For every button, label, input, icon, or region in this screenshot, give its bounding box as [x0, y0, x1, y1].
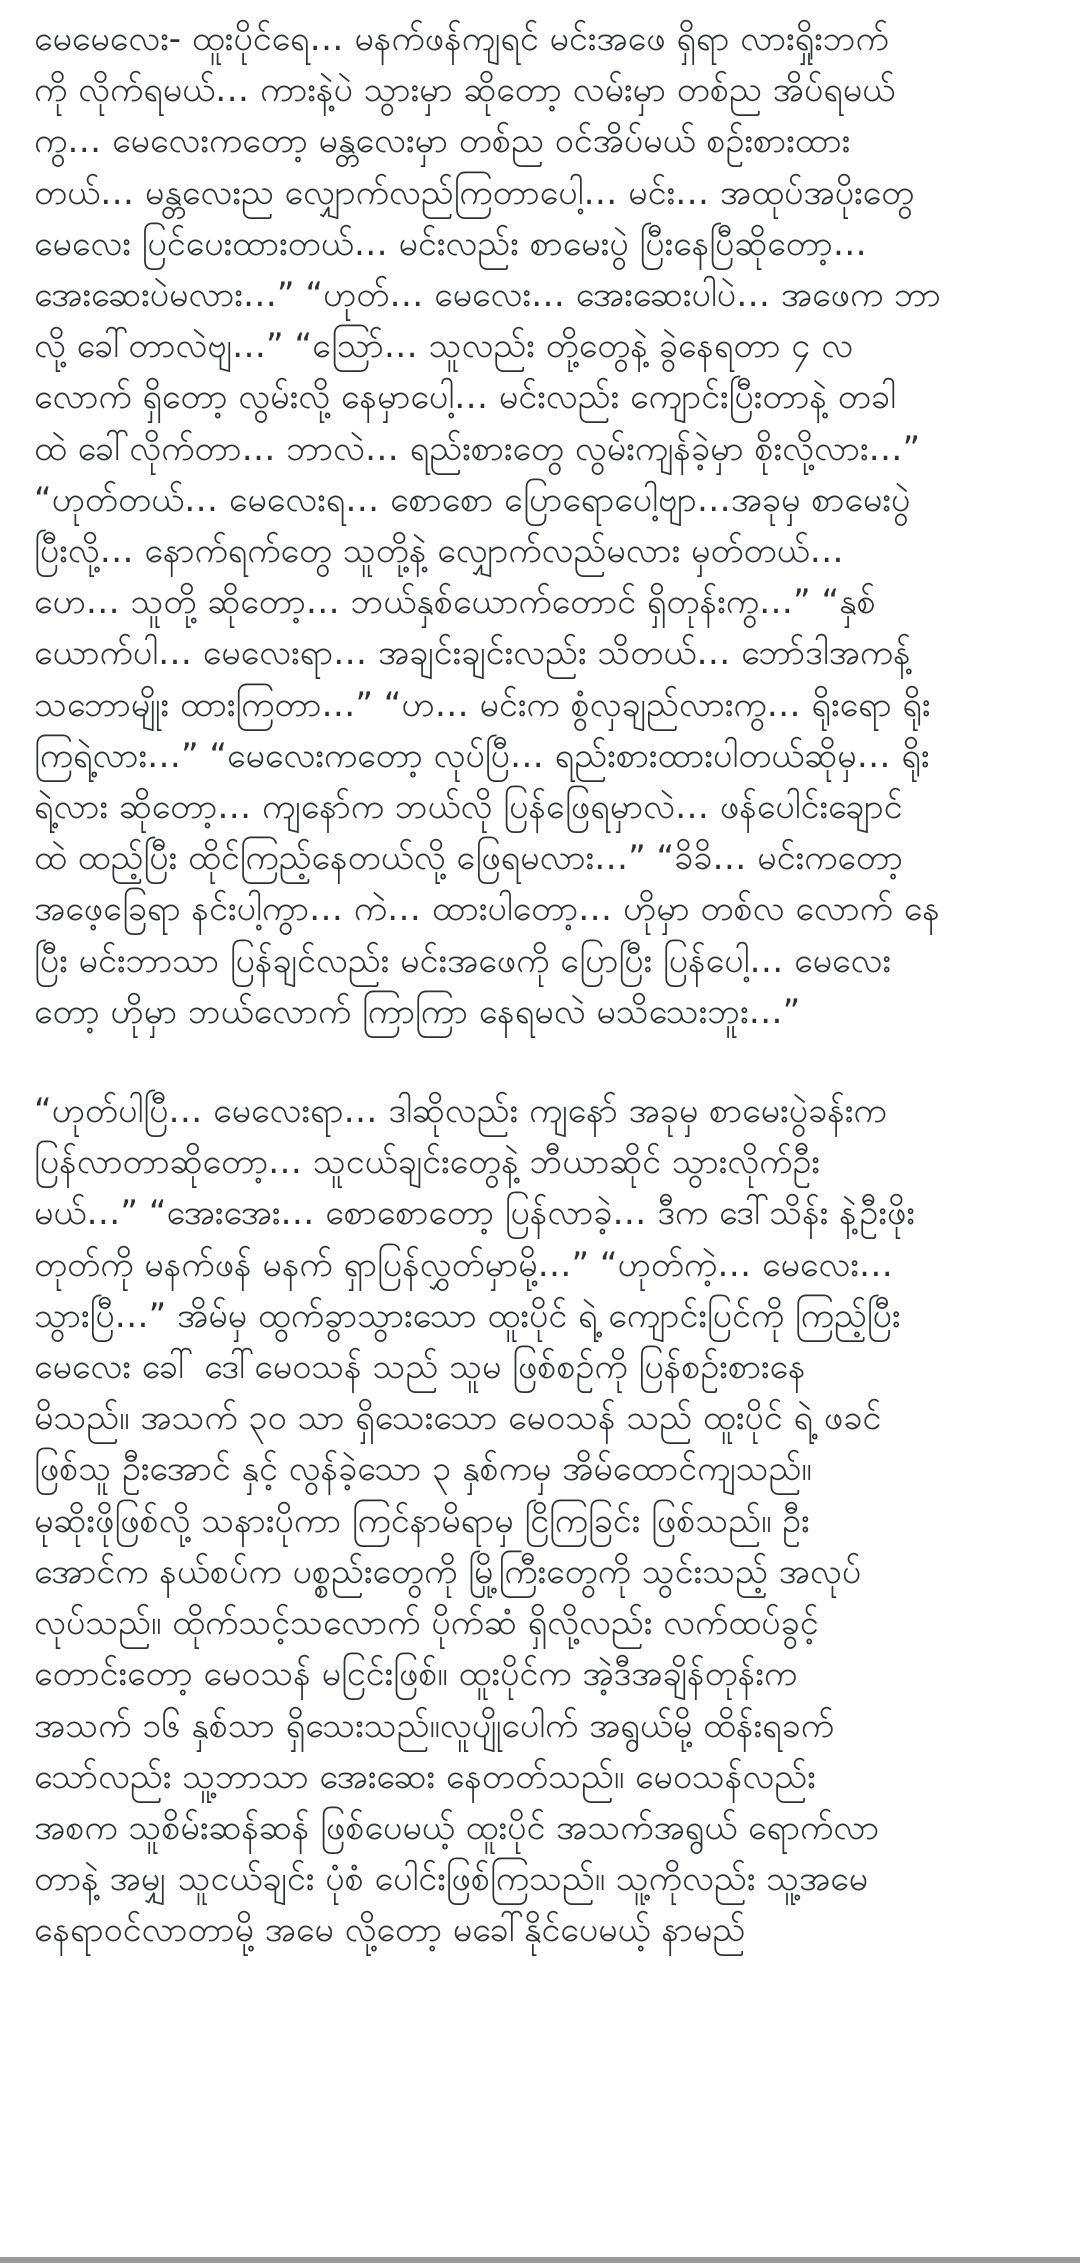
- text-line: မုဆိုးဖိုဖြစ်လို့ သနားပိုကာ ကြင်နာမိရာမှ ငြိကြခြင်း ဖြစ်သည်။ ဦး: [34, 1500, 810, 1541]
- bottom-edge-bar: [0, 2257, 1080, 2263]
- text-line: ကွ… မေလေးကတော့ မန္တလေးမှာ တစ်ည ဝင်အိပ်မယ် စဉ်းစားထား: [34, 121, 851, 162]
- text-line: ပြီးလို့… နောက်ရက်တွေ သူတို့နဲ့ လျှောက်လည်မလား မှတ်တယ်…: [34, 531, 844, 572]
- text-line: အသက် ၁၆ နှစ်သာ ရှိသေးသည်။လူပျိုပေါက် အရွယ်မို့ ထိန်းရခက်: [34, 1705, 835, 1746]
- text-line: ဟေ… သူတို့ ဆိုတော့… ဘယ်နှစ်ယောက်တောင် ရှိတုန်းကွ…” “နှစ်: [34, 582, 876, 623]
- text-line: အစက သူစိမ်းဆန်ဆန် ဖြစ်ပေမယ့် ထူးပိုင် အသက်အရွယ် ရောက်လာ: [34, 1807, 880, 1848]
- text-line: အေးဆေးပဲမလား…” “ဟုတ်… မေလေး… အေးဆေးပါပဲ… အဖေက ဘာ: [34, 275, 941, 316]
- text-line: တယ်… မန္တလေးည လျှောက်လည်ကြတာပေါ့… မင်း… အထုပ်အပိုးတွေ: [34, 172, 915, 213]
- text-line: ရဲ့လား ဆိုတော့… ကျနော်က ဘယ်လို ပြန်ဖြေရမှာလဲ… ဖန်ပေါင်းချောင်: [34, 787, 903, 828]
- text-line: အဖေ့ခြေရာ နင်းပါ့ကွာ… ကဲ… ထားပါတော့… ဟိုမှာ တစ်လ လောက် နေ: [34, 889, 940, 930]
- text-line: တာနဲ့ အမျှ သူငယ်ချင်း ပုံစံ ပေါင်းဖြစ်ကြသည်။ သူ့ကိုလည်း သူ့အမေ: [34, 1859, 869, 1900]
- text-line: မေမေလေး- ထူးပိုင်ရေ… မနက်ဖန်ကျရင် မင်းအဖေ ရှိရာ လားရှိုးဘက်: [34, 19, 889, 59]
- text-line: ထဲ ထည့်ပြီး ထိုင်ကြည့်နေတယ်လို့ ဖြေရမလား…” “ခိခိ… မင်းကတော့: [34, 838, 903, 879]
- text-line: လုပ်သည်။ ထိုက်သင့်သလောက် ပိုက်ဆံ ရှိလို့လည်း လက်ထပ်ခွင့်: [34, 1603, 819, 1644]
- story-paragraph-2: [34, 1086, 1046, 1956]
- text-line: ကြရဲ့လား…” “မေလေးကတော့ လုပ်ပြီ… ရည်းစားထားပါတယ်ဆိုမှ… ရိုး: [34, 735, 930, 776]
- text-line: ထဲ ခေါ်လိုက်တာ… ဘာလဲ… ရည်းစားတွေ လွမ်းကျန်ခဲ့မှာ စိုးလို့လား…”: [34, 428, 921, 469]
- text-line: သွားပြီ…” အိမ်မှ ထွက်ခွာသွားသော ထူးပိုင် ရဲ့ ကျောင်းပြင်ကို ကြည့်ပြီး: [34, 1295, 901, 1336]
- text-line: မယ်…” “အေးအေး… စောစောတော့ ပြန်လာခဲ့… ဒီက ဒေါ်သိန်း နဲ့ဦးဖိုး: [34, 1193, 915, 1234]
- text-line: တော့ ဟိုမှာ ဘယ်လောက် ကြာကြာ နေရမလဲ မသိသေးဘူး…”: [34, 991, 801, 1032]
- text-line: ဖြစ်သူ ဦးအောင် နှင့် လွန်ခဲ့သော ၃ နှစ်ကမှ အိမ်ထောင်ကျသည်။: [34, 1449, 812, 1490]
- text-line: တုတ်ကို မနက်ဖန် မနက် ရှာပြန်လွှတ်မှာမို့…” “ဟုတ်ကဲ့… မေလေး…: [34, 1244, 893, 1285]
- text-line: ကို လိုက်ရမယ်… ကားနဲ့ပဲ သွားမှာ ဆိုတော့ လမ်းမှာ တစ်ည အိပ်ရမယ်: [34, 70, 896, 111]
- text-line: ပြန်လာတာဆိုတော့… သူငယ်ချင်းတွေနဲ့ ဘီယာဆိုင် သွားလိုက်ဦး: [34, 1142, 820, 1183]
- story-paragraph-1: [34, 14, 1046, 1038]
- text-line: မေလေး ခေါ် ဒေါ်မေဝသန် သည် သူမ ဖြစ်စဉ်ကို ပြန်စဉ်းစားနေ: [34, 1347, 806, 1388]
- text-line: ပြီး မင်းဘာသာ ပြန်ချင်လည်း မင်းအဖေကို ပြောပြီး ပြန်ပေါ့… မေလေး: [34, 940, 892, 981]
- text-line: မိသည်။ အသက် ၃၀ သာ ရှိသေးသော မေဝသန် သည် ထူးပိုင် ရဲ့ ဖခင်: [34, 1398, 882, 1439]
- text-line: တောင်းတော့ မေဝသန် မငြင်းဖြစ်။ ထူးပိုင်က အဲ့ဒီအချိန်တုန်းက: [34, 1654, 798, 1695]
- text-line: သဘောမျိုး ထားကြတာ…” “ဟ… မင်းက စွံလှချည်လားကွ… ရိုးရော ရိုး: [34, 684, 931, 725]
- text-line: မေလေး ပြင်ပေးထားတယ်… မင်းလည်း စာမေးပွဲ ပြီးနေပြီဆိုတော့…: [34, 223, 867, 264]
- text-line: သော်လည်း သူ့ဘာသာ အေးဆေး နေတတ်သည်။ မေဝသန်လည်း: [34, 1756, 816, 1797]
- text-line: နေရာဝင်လာတာမို့ အမေ လို့တော့ မခေါ်နိုင်ပေမယ့် နာမည်: [34, 1910, 746, 1951]
- text-line: ယောက်ပါ… မေလေးရာ… အချင်းချင်းလည်း သိတယ်… ဘော်ဒါအကန့်: [34, 633, 911, 674]
- text-line: “ဟုတ်ပါပြီ… မေလေးရာ… ဒါဆိုလည်း ကျနော် အခုမှ စာမေးပွဲခန်းက: [34, 1091, 887, 1132]
- text-line: အောင်က နယ်စပ်က ပစ္စည်းတွေကို မြို့ကြီးတွေကို သွင်းသည့် အလုပ်: [34, 1551, 862, 1592]
- text-line: လောက် ရှိတော့ လွမ်းလို့ နေမှာပေါ့… မင်းလည်း ကျောင်းပြီးတာနဲ့ တခါ: [34, 377, 896, 418]
- text-line: “ဟုတ်တယ်… မေလေးရ… စောစော ပြောရောပေါ့ဗျာ…အခုမှ စာမေးပွဲ: [34, 479, 911, 520]
- text-line: လို့ ခေါ်တာလဲဗျ…” “သြော်… သူလည်း တို့တွေနဲ့ ခွဲနေရတာ ၄ လ: [34, 326, 854, 367]
